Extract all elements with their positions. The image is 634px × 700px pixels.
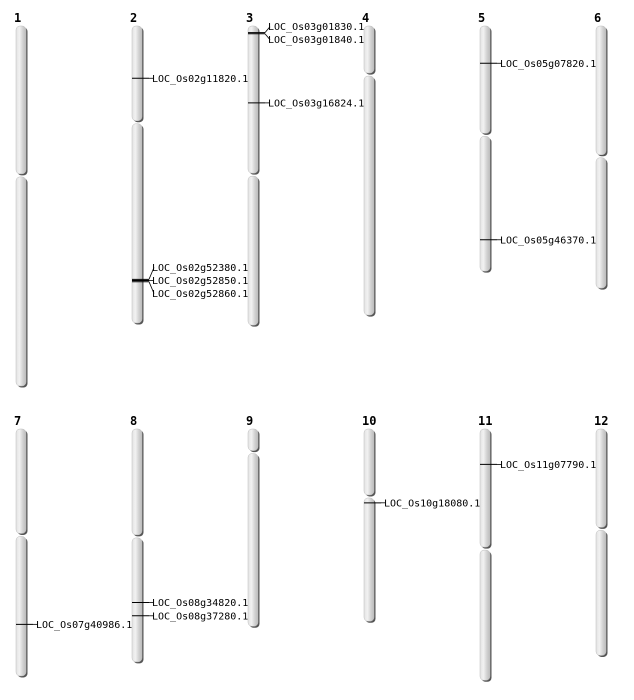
- chromosome-arm: [132, 26, 142, 121]
- chromosome-arm: [480, 136, 490, 271]
- chromosome-arm: [16, 26, 26, 174]
- chromosome-arm: [248, 429, 258, 451]
- gene-label: LOC_Os11g07790.1: [500, 459, 597, 471]
- chromosome-number: 12: [594, 414, 609, 428]
- chromosome-number: 7: [14, 414, 22, 428]
- chromosome-5: [478, 11, 596, 273]
- gene-label: LOC_Os02g52380.1: [152, 263, 249, 275]
- gene-label: LOC_Os10g18080.1: [384, 498, 481, 510]
- chromosome-arm: [596, 158, 606, 288]
- chromosome-arm: [596, 530, 606, 655]
- gene-label: LOC_Os07g40986.1: [36, 619, 133, 631]
- gene-label: LOC_Os08g34820.1: [152, 598, 249, 610]
- chromosome-arm: [132, 429, 142, 535]
- chromosome-arm: [596, 429, 606, 527]
- chromosome-10: [362, 414, 480, 623]
- chromosome-4: [362, 11, 376, 317]
- chromosome-arm: [16, 536, 26, 676]
- chromosome-arm: [248, 454, 258, 627]
- gene-label: LOC_Os03g16824.1: [268, 98, 365, 110]
- gene-label: LOC_Os03g01830.1: [268, 22, 365, 34]
- chromosome-number: 10: [362, 414, 377, 428]
- chromosome-number: 4: [362, 11, 370, 25]
- gene-label: LOC_Os05g07820.1: [500, 58, 597, 70]
- gene-label: LOC_Os08g37280.1: [152, 611, 249, 623]
- chromosome-arm: [248, 176, 258, 325]
- chromosome-number: 9: [246, 414, 254, 428]
- chromosome-11: [478, 414, 596, 682]
- chromosome-arm: [16, 429, 26, 533]
- chromosome-7: [14, 414, 132, 677]
- chromosome-12: [594, 414, 608, 657]
- chromosome-6: [594, 11, 608, 290]
- chromosome-number: 1: [14, 11, 22, 25]
- chromosome-arm: [364, 498, 374, 621]
- chromosome-number: 5: [478, 11, 486, 25]
- chromosome-arm: [596, 26, 606, 155]
- chromosome-9: [246, 414, 260, 628]
- chromosome-arm: [248, 26, 258, 173]
- gene-label: LOC_Os05g46370.1: [500, 235, 597, 247]
- chromosome-arm: [132, 124, 142, 323]
- chromosome-2: [130, 11, 248, 325]
- chromosome-number: 11: [478, 414, 493, 428]
- gene-label: LOC_Os02g52850.1: [152, 276, 249, 288]
- chromosome-arm: [364, 429, 374, 495]
- chromosome-number: 2: [130, 11, 138, 25]
- chromosome-arm: [480, 550, 490, 680]
- chromosome-arm: [480, 26, 490, 133]
- chromosome-number: 8: [130, 414, 138, 428]
- gene-label: LOC_Os02g52860.1: [152, 289, 249, 301]
- chromosome-arm: [480, 429, 490, 547]
- chromosome-arm: [16, 177, 26, 386]
- chromosome-arm: [132, 538, 142, 662]
- chromosome-arm: [364, 76, 374, 315]
- chromosome-8: [130, 414, 248, 663]
- chromosome-number: 3: [246, 11, 254, 25]
- gene-label: LOC_Os02g11820.1: [152, 73, 249, 85]
- gene-label: LOC_Os03g01840.1: [268, 35, 365, 47]
- chromosome-3: [246, 11, 364, 327]
- chromosome-1: [14, 11, 28, 388]
- chromosome-number: 6: [594, 11, 602, 25]
- chromosome-arm: [364, 26, 374, 73]
